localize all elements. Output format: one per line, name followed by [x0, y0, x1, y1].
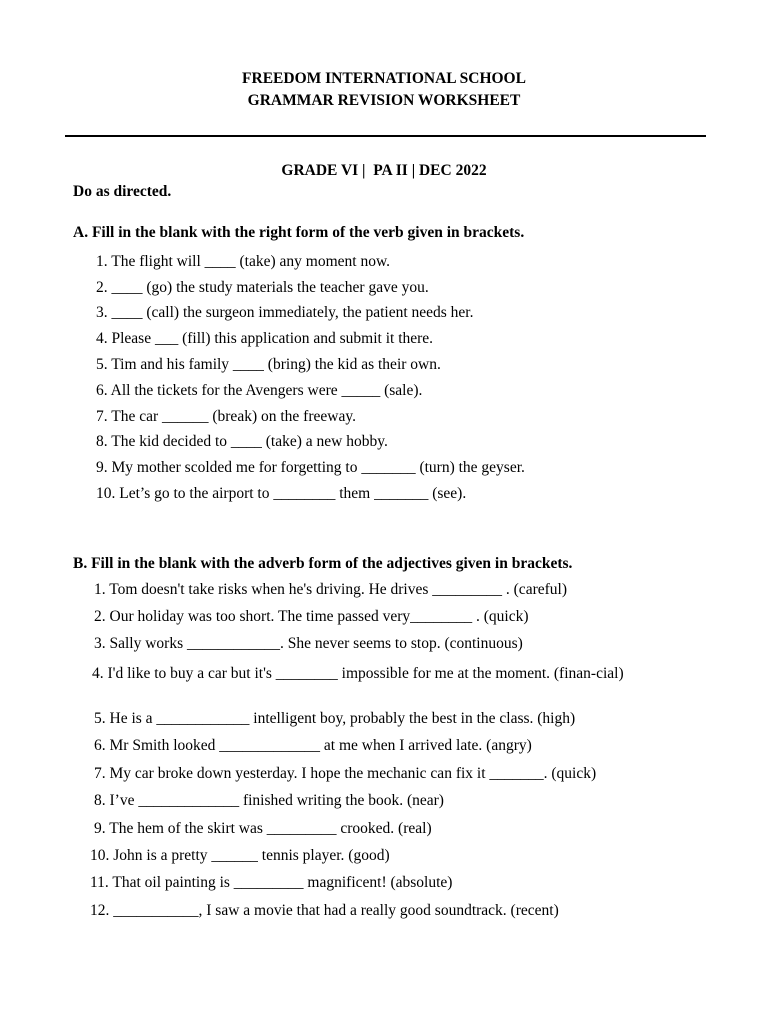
list-item: 4. I'd like to buy a car but it's ________ impossible for me at the moment. (finan-cial) [92, 665, 624, 682]
list-item: 2. ____ (go) the study materials the teacher gave you. [96, 279, 429, 296]
list-item: 5. Tim and his family ____ (bring) the kid as their own. [96, 356, 441, 373]
list-item: 1. The flight will ____ (take) any moment now. [96, 253, 391, 270]
header-divider [65, 135, 706, 137]
list-item: 2. Our holiday was too short. The time passed very________ . (quick) [94, 608, 529, 625]
list-item: 7. The car ______ (break) on the freeway. [96, 408, 356, 425]
list-item: 9. The hem of the skirt was _________ crooked. (real) [94, 820, 432, 837]
instructions: Do as directed. [73, 183, 172, 200]
list-item: 8. I’ve _____________ finished writing the book. (near) [94, 792, 444, 809]
list-item: 3. Sally works ____________. She never seems to stop. (continuous) [94, 635, 523, 652]
list-item: 10. John is a pretty ______ tennis player. (good) [90, 847, 390, 864]
list-item: 9. My mother scolded me for forgetting to _______ (turn) the geyser. [96, 459, 525, 476]
list-item: 12. ___________, I saw a movie that had a really good soundtrack. (recent) [90, 902, 559, 919]
worksheet-title: GRAMMAR REVISION WORKSHEET [247, 92, 521, 109]
section-b-title: B. Fill in the blank with the adverb form of the adjectives given in brackets. [73, 555, 573, 572]
list-item: 3. ____ (call) the surgeon immediately, the patient needs her. [96, 304, 474, 321]
list-item: 1. Tom doesn't take risks when he's driving. He drives _________ . (careful) [94, 581, 567, 598]
list-item: 10. Let’s go to the airport to ________ them _______ (see). [96, 485, 467, 502]
list-item: 8. The kid decided to ____ (take) a new hobby. [96, 433, 388, 450]
school-name: FREEDOM INTERNATIONAL SCHOOL [242, 70, 526, 87]
list-item: 7. My car broke down yesterday. I hope the mechanic can fix it _______. (quick) [94, 765, 597, 782]
list-item: 11. That oil painting is _________ magnificent! (absolute) [90, 874, 453, 891]
list-item: 5. He is a ____________ intelligent boy, probably the best in the class. (high) [94, 710, 576, 727]
list-item: 6. Mr Smith looked _____________ at me when I arrived late. (angry) [94, 737, 532, 754]
section-a-title: A. Fill in the blank with the right form of the verb given in brackets. [73, 224, 525, 241]
grade-line: GRADE VI | PA II | DEC 2022 [281, 162, 487, 179]
list-item: 6. All the tickets for the Avengers were _____ (sale). [96, 382, 423, 399]
list-item: 4. Please ___ (fill) this application and submit it there. [96, 330, 434, 347]
